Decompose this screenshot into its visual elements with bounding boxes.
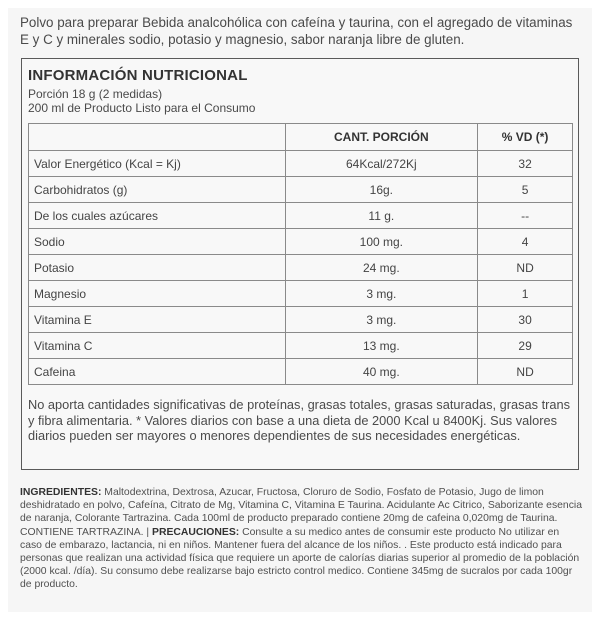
nutrition-table [28,123,573,385]
nutrient-vd: 32 [478,151,573,177]
product-description: Polvo para preparar Bebida analcohólica con cafeína y taurina, con el agregado de vitaminas E y C y minerales sodio, potasio y magnesio, sabor naranja libre de gluten. [20,15,573,47]
table-row [29,229,573,255]
nutrient-vd: 4 [478,229,573,255]
precautions-label: PRECAUCIONES: [152,526,240,538]
table-row [29,359,573,385]
nutrient-name: Valor Energético (Kcal = Kj) [29,151,286,177]
nutrient-name: De los cuales azúcares [29,203,286,229]
ready-to-drink-note: 200 ml de Producto Listo para el Consumo [28,101,256,115]
nutrient-amount: 3 mg. [285,281,478,307]
table-header-row [29,124,573,151]
nutrient-amount: 24 mg. [285,255,478,281]
nutrient-amount: 16g. [285,177,478,203]
nutrition-footnote: No aporta cantidades significativas de proteínas, grasas totales, grasas saturadas, grasas trans y fibra alimentaria. * Valores diarios con base a una dieta de 2000 Kcal u 8400Kj. Sus valores diarios pueden ser mayores o menores dependientes de sus necesidades energéticas. [28,397,571,443]
table-row [29,177,573,203]
table-row [29,281,573,307]
nutrient-amount: 64Kcal/272Kj [285,151,478,177]
nutrient-name: Vitamina C [29,333,286,359]
table-row [29,307,573,333]
nutrient-name: Magnesio [29,281,286,307]
ingredients-text: Maltodextrina, Dextrosa, Azucar, Fructosa, Cloruro de Sodio, Fosfato de Potasio, Jugo de limon deshidratado en polvo, Cafeína, Citrato de Mg, Vitamina C, Vitamina E Taurina. Acidulante Ac Citrico, Saborizante esencia de naranja, Colorante Tartrazina. Cada 100ml de producto preparado contiene 20mg de cafeina 0,020mg de Taurina. CONTIENE TARTRAZINA. | [20,487,582,538]
header-vd: % VD (*) [478,124,573,151]
nutrient-name: Cafeina [29,359,286,385]
table-row [29,203,573,229]
nutrient-vd: 1 [478,281,573,307]
nutrient-vd: ND [478,255,573,281]
nutrient-name: Potasio [29,255,286,281]
nutrient-amount: 11 g. [285,203,478,229]
header-nutrient [29,124,286,151]
nutrient-name: Vitamina E [29,307,286,333]
portion-size: Porción 18 g (2 medidas) [28,87,163,101]
nutrient-amount: 3 mg. [285,307,478,333]
nutrient-vd: ND [478,359,573,385]
nutrition-title: INFORMACIÓN NUTRICIONAL [28,67,248,84]
table-row [29,333,573,359]
nutrient-amount: 40 mg. [285,359,478,385]
nutrient-amount: 100 mg. [285,229,478,255]
nutrient-name: Carbohidratos (g) [29,177,286,203]
nutrient-amount: 13 mg. [285,333,478,359]
nutrient-vd: 5 [478,177,573,203]
nutrition-facts-box [21,58,579,470]
header-amount: CANT. PORCIÓN [285,124,478,151]
nutrient-name: Sodio [29,229,286,255]
ingredients-section [20,486,582,592]
nutrient-vd: -- [478,203,573,229]
ingredients-label: INGREDIENTES: [20,487,102,498]
nutrient-vd: 30 [478,307,573,333]
table-row [29,255,573,281]
nutrient-vd: 29 [478,333,573,359]
precautions-text: Consulte a su medico antes de consumir este producto No utilizar en caso de embarazo, lactancia, ni en niños. Mantener fuera del alcance de los niños. . Este producto está indicado para personas que realizan una actividad física que requiere un aporte de calorías diarias superior al promedio de la población (2000 kcal. /día). Su consumo debe realizarse bajo estricto control medico. Contiene 345mg de sucralos por cada 100gr de producto. [20,526,580,591]
table-row [29,151,573,177]
